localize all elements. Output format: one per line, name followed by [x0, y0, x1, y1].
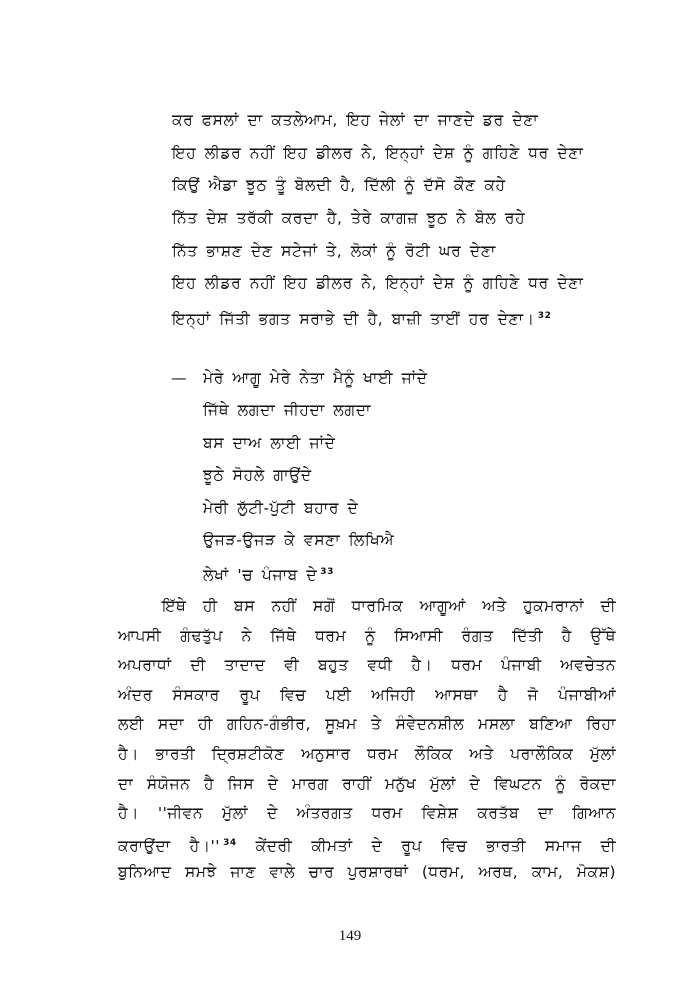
em-dash: — — [171, 369, 188, 387]
prose-line: ਹੈ। ''ਜੀਵਨ ਮੁੱਲਾਂ ਦੇ ਅੰਤਰਗਤ ਧਰਮ ਵਿਸ਼ੇਸ਼ ਕਰਤੱਬ ਦਾ ਗਿਆਨ — [118, 804, 616, 823]
poem-line — [171, 364, 591, 396]
prose-line-text: ਕਰਾਉਂਦਾ ਹੈ।'' — [118, 836, 221, 855]
poem-line-text: ਲੇਖਾਂ 'ਚ ਪੰਜਾਬ ਦੇ — [203, 566, 318, 585]
poem-line — [171, 558, 591, 590]
poem-line: ਕਿਉਂ ਐਡਾ ਝੂਠ ਤੂੰ ਬੋਲਦੀ ਹੈ, ਦਿੱਲੀ ਨੂੰ ਦੱਸੋ ਕੌਣ ਕਹੇ — [172, 176, 506, 195]
poem-line: ਮੇਰੀ ਲੁੱਟੀ-ਪੁੱਟੀ ਬਹਾਰ ਦੇ — [203, 498, 359, 517]
prose-line: ਆਪਸੀ ਗੰਢਤੁੱਪ ਨੇ ਜਿੱਥੇ ਧਰਮ ਨੂੰ ਸਿਆਸੀ ਰੰਗਤ ਦਿੱਤੀ ਹੈ ਉੱਥੇ — [118, 626, 616, 645]
prose-line: ਇੱਥੇ ਹੀ ਬਸ ਨਹੀਂ ਸਗੋਂ ਧਾਰਮਿਕ ਆਗੂਆਂ ਅਤੇ ਹੁਕਮਰਾਨਾਂ ਦੀ — [162, 597, 616, 615]
footnote-ref: 32 — [537, 311, 552, 322]
prose-line: ਬੁਨਿਆਦ ਸਮਝੇ ਜਾਣ ਵਾਲੇ ਚਾਰ ਪੁਰਸ਼ਾਰਥਾਂ (ਧਰਮ, ਅਰਥ, ਕਾਮ, ਮੋਕਸ਼) — [118, 863, 616, 882]
prose-paragraph — [118, 592, 616, 888]
prose-line: ਹੈ। ਭਾਰਤੀ ਦ੍ਰਿਸ਼ਟੀਕੋਣ ਅਨੁਸਾਰ ਧਰਮ ਲੌਕਿਕ ਅਤੇ ਪਰਾਲੌਕਿਕ ਮੁੱਲਾਂ — [118, 744, 616, 763]
poem-line: ਬਸ ਦਾਅ ਲਾਈ ਜਾਂਦੇ — [203, 433, 336, 452]
poem-line-text: ਮੇਰੇ ਆਗੂ ਮੇਰੇ ਨੇਤਾ ਮੈਨੂੰ ਖਾਈ ਜਾਂਦੇ — [203, 369, 428, 387]
poem-line: ਜਿੱਥੇ ਲਗਦਾ ਜੀਹਦਾ ਲਗਦਾ — [203, 401, 372, 420]
poem-line: ਕਰ ਫਸਲਾਂ ਦਾ ਕਤਲੇਆਮ, ਇਹ ਜੇਲਾਂ ਦਾ ਜਾਣਦੇ ਡਰ ਦੇਣਾ — [172, 111, 539, 129]
footnote-ref: 34 — [223, 837, 237, 848]
prose-line: ਲਈ ਸਦਾ ਹੀ ਗਹਿਨ-ਗੰਭੀਰ, ਸੂਖ਼ਮ ਤੇ ਸੰਵੇਦਨਸ਼ੀਲ ਮਸਲਾ ਬਣਿਆ ਰਿਹਾ — [118, 715, 616, 734]
prose-line: ਦਾ ਸੰਯੋਜਨ ਹੈ ਜਿਸ ਦੇ ਮਾਰਗ ਰਾਹੀਂ ਮਨੁੱਖ ਮੁੱਲਾਂ ਦੇ ਵਿਘਟਨ ਨੂੰ ਰੋਕਦਾ — [118, 774, 616, 793]
poem-line-text: ਇਨ੍ਹਾਂ ਜਿੱਤੀ ਭਗਤ ਸਰਾਭੇ ਦੀ ਹੈ, ਬਾਜ਼ੀ ਤਾਈਂ ਹਰ ਦੇਣਾ। — [172, 310, 535, 329]
poem-line: ਇਹ ਲੀਡਰ ਨਹੀਂ ਇਹ ਡੀਲਰ ਨੇ, ਇਨ੍ਹਾਂ ਦੇਸ਼ ਨੂੰ ਗਹਿਣੇ ਧਰ ਦੇਣਾ — [172, 143, 584, 162]
poem-line: ਨਿੱਤ ਦੇਸ਼ ਤਰੱਕੀ ਕਰਦਾ ਹੈ, ਤੇਰੇ ਕਾਗਜ਼ ਝੂਠ ਨੇ ਬੋਲ ਰਹੇ — [172, 209, 526, 228]
prose-line — [118, 829, 616, 859]
poem-line: ਨਿੱਤ ਭਾਸ਼ਣ ਦੇਣ ਸਟੇਜਾਂ ਤੇ, ਲੋਕਾਂ ਨੂੰ ਰੋਟੀ ਘਰ ਦੇਣਾ — [172, 241, 496, 260]
prose-line: ਅਪਰਾਧਾਂ ਦੀ ਤਾਦਾਦ ਵੀ ਬਹੁਤ ਵਧੀ ਹੈ। ਧਰਮ ਪੰਜਾਬੀ ਅਵਚੇਤਨ — [118, 656, 616, 675]
page-number: 149 — [338, 928, 362, 944]
footnote-ref: 33 — [320, 567, 335, 578]
prose-line: ਅੰਦਰ ਸੰਸਕਾਰ ਰੂਪ ਵਿਚ ਪਈ ਅਜਿਹੀ ਆਸਥਾ ਹੈ ਜੋ ਪੰਜਾਬੀਆਂ — [118, 685, 616, 704]
poem-line: ਉਜੜ-ਉਜੜ ਕੇ ਵਸਣਾ ਲਿਖਿਐ — [203, 530, 395, 549]
poem-line — [172, 302, 622, 335]
poem-line: ਇਹ ਲੀਡਰ ਨਹੀਂ ਇਹ ਡੀਲਰ ਨੇ, ਇਨ੍ਹਾਂ ਦੇਸ਼ ਨੂੰ ਗਹਿਣੇ ਧਰ ਦੇਣਾ — [172, 274, 584, 293]
prose-line-text: ਕੇਂਦਰੀ ਕੀਮਤਾਂ ਦੇ ਰੂਪ ਵਿਚ ਭਾਰਤੀ ਸਮਾਜ ਦੀ — [255, 836, 617, 855]
poem-block-1 — [172, 106, 622, 335]
poem-line: ਝੂਠੇ ਸੋਹਲੇ ਗਾਉਂਦੇ — [203, 466, 312, 485]
poem-block-2 — [171, 364, 591, 591]
